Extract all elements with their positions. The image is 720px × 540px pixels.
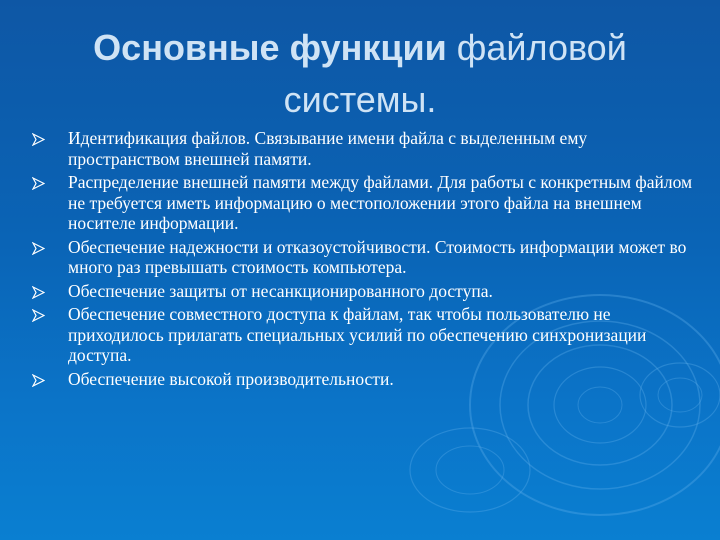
bullet-item: [32, 304, 702, 366]
arrow-bullet-icon: [32, 133, 45, 146]
bullet-item: [32, 172, 702, 234]
bullet-text: Обеспечение высокой производительности.: [68, 368, 394, 389]
arrow-bullet-icon: [32, 286, 45, 299]
bullet-text: Обеспечение защиты от несанкционированного доступа.: [68, 280, 493, 301]
bullet-text: Обеспечение надежности и отказоустойчивости. Стоимость информации может во много раз превышать стоимость компьютера.: [68, 236, 687, 277]
bullet-text: Идентификация файлов. Связывание имени файла с выделенным ему пространством внешней памяти.: [68, 128, 588, 169]
slide-title: [40, 22, 680, 126]
arrow-bullet-icon: [32, 242, 45, 255]
bullet-text: Обеспечение совместного доступа к файлам, так чтобы пользователю не приходилось прилагать специальных усилий по обеспечению синхронизации доступа.: [68, 304, 647, 365]
arrow-bullet-icon: [32, 374, 45, 387]
bullet-item: [32, 281, 702, 302]
slide-title-normal: файловой системы.: [283, 27, 627, 120]
arrow-bullet-icon: [32, 177, 45, 190]
bullet-item: [32, 237, 702, 278]
bullet-item: [32, 128, 702, 169]
bullet-text: Распределение внешней памяти между файлами. Для работы с конкретным файлом не требуется иметь информацию о местоположении этого файла на внешнем носителе информации.: [68, 172, 693, 233]
slide-title-bold: Основные функции: [93, 27, 447, 68]
bullet-item: [32, 369, 702, 390]
bullet-list: [32, 128, 702, 392]
arrow-bullet-icon: [32, 309, 45, 322]
